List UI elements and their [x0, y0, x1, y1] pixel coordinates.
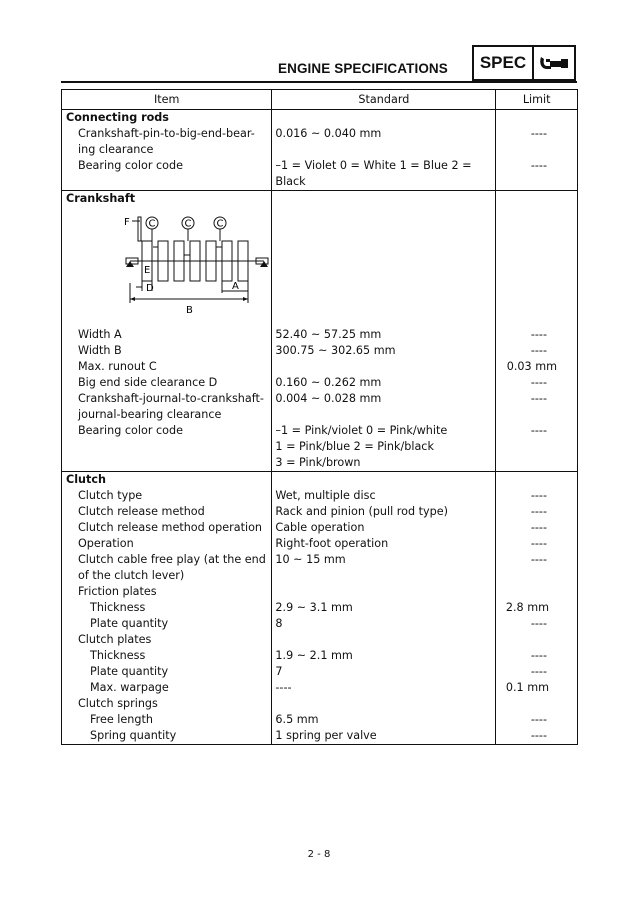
item-label: journal-bearing clearance: [78, 408, 222, 421]
spec-label: SPEC: [474, 47, 534, 79]
limit-cell: [496, 472, 578, 745]
limit-value: ----: [530, 376, 547, 389]
standard-cell: [272, 110, 496, 191]
item-label: Clutch springs: [78, 697, 158, 710]
standard-value: 1 spring per valve: [275, 729, 377, 742]
item-label: Width B: [78, 344, 122, 357]
limit-value: 0.03 mm: [506, 360, 557, 373]
label-c-2: C: [184, 218, 192, 230]
table-header-row: [62, 90, 578, 110]
standard-value: 0.160 ~ 0.262 mm: [275, 376, 382, 389]
column-header-standard: Standard: [272, 90, 496, 110]
item-label: Operation: [78, 537, 134, 550]
standard-value: Right-foot operation: [275, 537, 389, 550]
limit-value: ----: [530, 344, 547, 357]
label-c-3: C: [216, 218, 224, 230]
standard-value: 1.9 ~ 2.1 mm: [275, 649, 353, 662]
limit-value: ----: [530, 649, 547, 662]
standard-value: Cable operation: [275, 521, 365, 534]
limit-value: ----: [530, 521, 547, 534]
standard-value: 10 ~ 15 mm: [275, 553, 346, 566]
header-rule: [61, 81, 577, 83]
item-cell: [62, 110, 272, 191]
spec-table: [61, 89, 578, 745]
item-label: of the clutch lever): [78, 569, 185, 582]
standard-value: 52.40 ~ 57.25 mm: [275, 328, 382, 341]
item-label: Thickness: [90, 601, 146, 614]
label-e: E: [144, 265, 151, 276]
section-heading: Crankshaft: [66, 192, 136, 205]
label-a: A: [232, 281, 239, 292]
standard-value: 0.016 ~ 0.040 mm: [275, 127, 382, 140]
standard-value: 8: [275, 617, 283, 630]
standard-value: 7: [275, 665, 283, 678]
limit-value: 2.8 mm: [505, 601, 549, 614]
limit-value: ----: [530, 537, 547, 550]
label-d: D: [146, 283, 154, 294]
item-label: Clutch cable free play (at the end: [78, 553, 266, 566]
standard-value: –1 = Violet 0 = White 1 = Blue 2 = Black: [275, 159, 472, 188]
section-heading: Connecting rods: [66, 111, 169, 124]
standard-value: Rack and pinion (pull rod type): [275, 505, 449, 518]
item-label: Clutch type: [78, 489, 143, 502]
item-cell: [62, 191, 272, 472]
spec-badge: [472, 45, 576, 81]
section-title: ENGINE SPECIFICATIONS: [278, 61, 448, 76]
limit-value: ----: [530, 489, 547, 502]
limit-value: ----: [530, 392, 547, 405]
item-label: Friction plates: [78, 585, 157, 598]
item-label: Bearing color code: [78, 424, 183, 437]
limit-value: ----: [530, 328, 547, 341]
limit-value: ----: [530, 665, 547, 678]
section-clutch: [62, 472, 578, 745]
item-label: Clutch release method operation: [78, 521, 263, 534]
label-c-1: C: [148, 218, 156, 230]
limit-value: ----: [530, 729, 547, 742]
limit-cell: [496, 191, 578, 472]
limit-value: ----: [530, 617, 547, 630]
item-cell: [62, 472, 272, 745]
micrometer-icon: [534, 47, 574, 79]
standard-cell: [272, 191, 496, 472]
standard-value: 3 = Pink/brown: [275, 456, 361, 469]
section-connecting-rods: [62, 110, 578, 191]
limit-value: ----: [530, 553, 547, 566]
limit-value: 0.1 mm: [505, 681, 549, 694]
item-label: Crankshaft-journal-to-crankshaft-: [78, 392, 264, 405]
item-label: Width A: [78, 328, 122, 341]
limit-value: ----: [530, 713, 547, 726]
item-label: Big end side clearance D: [78, 376, 218, 389]
item-label: Thickness: [90, 649, 146, 662]
item-label: Clutch plates: [78, 633, 152, 646]
standard-value: 2.9 ~ 3.1 mm: [275, 601, 353, 614]
standard-value: 0.004 ~ 0.028 mm: [275, 392, 382, 405]
standard-value: –1 = Pink/violet 0 = Pink/white: [275, 424, 448, 437]
section-crankshaft: [62, 191, 578, 472]
standard-value: ----: [275, 681, 292, 694]
limit-cell: [496, 110, 578, 191]
page-number: 2 - 8: [307, 849, 331, 860]
item-label: Clutch release method: [78, 505, 205, 518]
crankshaft-diagram: [62, 207, 271, 327]
column-header-limit: Limit: [496, 90, 578, 110]
item-label: ing clearance: [78, 143, 154, 156]
item-label: Bearing color code: [78, 159, 183, 172]
limit-value: ----: [530, 127, 547, 140]
limit-value: ----: [530, 159, 547, 172]
item-label: Max. warpage: [90, 681, 169, 694]
item-label: Max. runout C: [78, 360, 157, 373]
standard-value: 1 = Pink/blue 2 = Pink/black: [275, 440, 434, 453]
item-label: Plate quantity: [90, 617, 169, 630]
standard-cell: [272, 472, 496, 745]
standard-value: Wet, multiple disc: [275, 489, 376, 502]
item-label: Free length: [90, 713, 153, 726]
standard-value: 300.75 ~ 302.65 mm: [275, 344, 396, 357]
item-label: Crankshaft-pin-to-big-end-bear-: [78, 127, 255, 140]
label-f: F: [124, 217, 130, 228]
item-label: Spring quantity: [90, 729, 177, 742]
column-header-item: Item: [62, 90, 272, 110]
section-heading: Clutch: [66, 473, 106, 486]
item-label: Plate quantity: [90, 665, 169, 678]
standard-value: 6.5 mm: [275, 713, 319, 726]
limit-value: ----: [530, 424, 547, 437]
label-b: B: [186, 305, 193, 316]
limit-value: ----: [530, 505, 547, 518]
